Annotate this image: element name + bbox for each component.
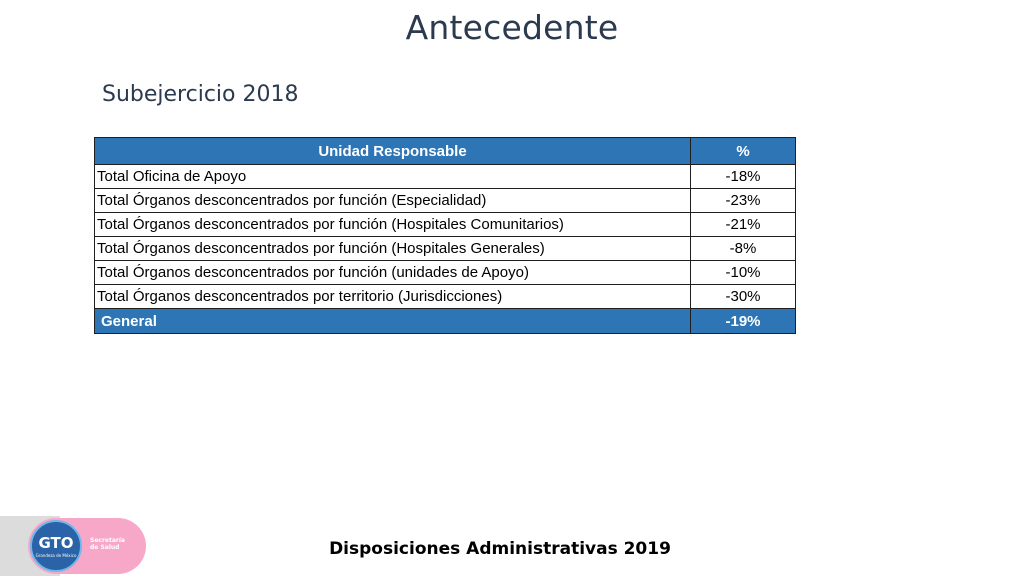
row-percent: -18% — [691, 165, 796, 189]
row-name: Total Órganos desconcentrados por territorio (Jurisdicciones) — [95, 285, 691, 309]
row-name: Total Oficina de Apoyo — [95, 165, 691, 189]
row-name: Total Órganos desconcentrados por función (Hospitales Generales) — [95, 237, 691, 261]
row-percent: -8% — [691, 237, 796, 261]
row-name: Total Órganos desconcentrados por función (unidades de Apoyo) — [95, 261, 691, 285]
row-percent: -10% — [691, 261, 796, 285]
logo-org-line1: Secretaría — [90, 537, 125, 544]
table-row — [95, 165, 796, 189]
slide-subtitle: Subejercicio 2018 — [102, 82, 299, 107]
table-row — [95, 261, 796, 285]
logo-tagline: Grandeza de México — [35, 553, 77, 558]
header-unidad-responsable: Unidad Responsable — [95, 138, 691, 165]
total-name: General — [95, 309, 691, 334]
row-name: Total Órganos desconcentrados por función (Especialidad) — [95, 189, 691, 213]
footer-title: Disposiciones Administrativas 2019 — [329, 539, 671, 559]
table-row — [95, 285, 796, 309]
table-header-row — [95, 138, 796, 165]
table-row — [95, 213, 796, 237]
row-name: Total Órganos desconcentrados por función (Hospitales Comunitarios) — [95, 213, 691, 237]
subejercicio-table — [94, 137, 796, 334]
table-total-row — [95, 309, 796, 334]
table-row — [95, 189, 796, 213]
row-percent: -30% — [691, 285, 796, 309]
slide-title: Antecedente — [405, 8, 619, 47]
logo-org-line2: de Salud — [90, 544, 120, 551]
header-percent: % — [691, 138, 796, 165]
total-percent: -19% — [691, 309, 796, 334]
row-percent: -23% — [691, 189, 796, 213]
row-percent: -21% — [691, 213, 796, 237]
table-row — [95, 237, 796, 261]
logo-mark: GTO — [38, 534, 74, 552]
